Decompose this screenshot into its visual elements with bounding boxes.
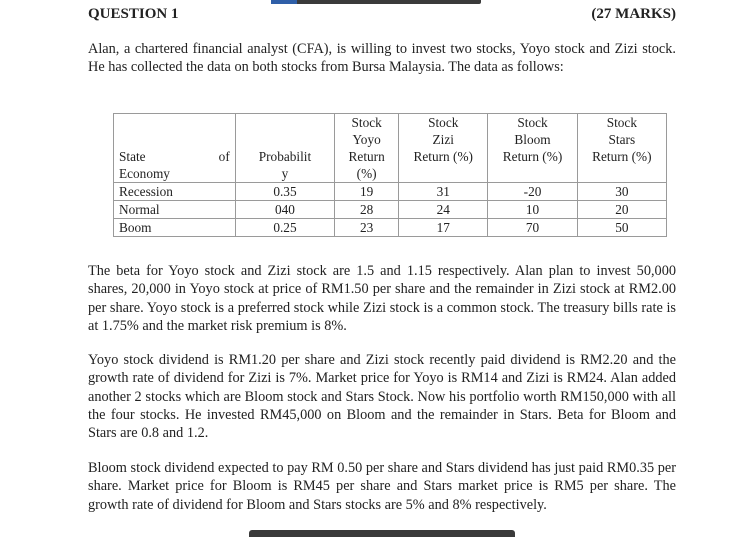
intro-paragraph: Alan, a chartered financial analyst (CFA), is willing to invest two stocks, Yoyo stock and Zizi stock. He has collected the data on both stocks from Bursa Malaysia. The data as follows: (88, 41, 676, 76)
table-row (114, 219, 667, 237)
table-row (114, 201, 667, 219)
header-zizi-line2: Zizi (432, 132, 454, 147)
question-marks: (27 MARKS) (591, 6, 676, 22)
bloom-stars-paragraph: Bloom stock dividend expected to pay RM 0.50 per share and Stars dividend has just paid RM0.35 per share. Market price for Bloom is RM45 per share and Stars market price is RM5 per share. The growth rate of dividend for Bloom and Stars stocks are 5% and 8% respectively. (88, 460, 676, 513)
dividend-paragraph: Yoyo stock dividend is RM1.20 per share and Zizi stock recently paid dividend is RM2.20 and the growth rate of dividend for Zizi is 7%. Market price for Yoyo is RM14 and Zizi is RM24. Alan added another 2 stocks which are Bloom stock and Stars Stock. Now his portfolio worth RM150,000 with all the four stocks. He invested RM45,000 on Bloom and the remainder in Stars. Beta for Bloom and Stars are 0.8 and 1.2. (88, 352, 676, 442)
table-header-row (114, 114, 667, 183)
viewer-top-scroll-indicator (271, 0, 481, 4)
cell-probability: 0.35 (235, 183, 334, 201)
header-yoyo (335, 114, 399, 183)
cell-bloom-return: -20 (488, 183, 577, 201)
cell-yoyo-return: 19 (335, 183, 399, 201)
header-bloom-line1: Stock (517, 115, 548, 130)
header-stars (577, 114, 666, 183)
cell-yoyo-return: 28 (335, 201, 399, 219)
cell-probability: 0.25 (235, 219, 334, 237)
cell-yoyo-return: 23 (335, 219, 399, 237)
cell-bloom-return: 10 (488, 201, 577, 219)
question-title: QUESTION 1 (88, 6, 179, 22)
header-yoyo-line4: (%) (356, 166, 377, 181)
table-row (114, 183, 667, 201)
header-state-economy: Economy (119, 166, 170, 181)
cell-state: Boom (114, 219, 236, 237)
header-bloom-line3: Return (%) (502, 149, 563, 164)
header-stars-line3: Return (%) (592, 149, 652, 164)
cell-stars-return: 20 (577, 201, 666, 219)
header-state (114, 114, 236, 183)
header-zizi-line1: Stock (428, 115, 459, 130)
header-zizi (399, 114, 488, 183)
cell-stars-return: 30 (577, 183, 666, 201)
beta-paragraph: The beta for Yoyo stock and Zizi stock are 1.5 and 1.15 respectively. Alan plan to invest 50,000 shares, 20,000 in Yoyo stock at price of RM1.50 per share and the remainder in Zizi stock at RM2.00 per share. Yoyo stock is a preferred stock while Zizi stock is a common stock. The treasury bills rate is at 1.75% and the market risk premium is 8%. (88, 263, 676, 334)
header-yoyo-line2: Yoyo (352, 132, 381, 147)
header-probability (235, 114, 334, 183)
cell-zizi-return: 31 (399, 183, 488, 201)
cell-stars-return: 50 (577, 219, 666, 237)
cell-state: Recession (114, 183, 236, 201)
header-bloom (488, 114, 577, 183)
header-zizi-line3: Return (%) (413, 149, 473, 164)
stock-returns-table (113, 113, 667, 237)
header-state-text: State (119, 149, 146, 164)
header-stars-line2: Stars (608, 132, 636, 147)
cell-state: Normal (114, 201, 236, 219)
header-state-of: of (218, 149, 230, 164)
cell-probability: 040 (235, 201, 334, 219)
header-yoyo-line3: Return (348, 149, 385, 164)
header-bloom-line2: Bloom (514, 132, 551, 147)
cell-zizi-return: 17 (399, 219, 488, 237)
header-probability-line2: y (281, 166, 289, 181)
question-header (88, 6, 676, 26)
cell-zizi-return: 24 (399, 201, 488, 219)
cell-bloom-return: 70 (488, 219, 577, 237)
viewer-bottom-toolbar (249, 530, 515, 537)
header-stars-line1: Stock (606, 115, 637, 130)
header-yoyo-line1: Stock (351, 115, 382, 130)
header-probability-line1: Probabilit (258, 149, 312, 164)
